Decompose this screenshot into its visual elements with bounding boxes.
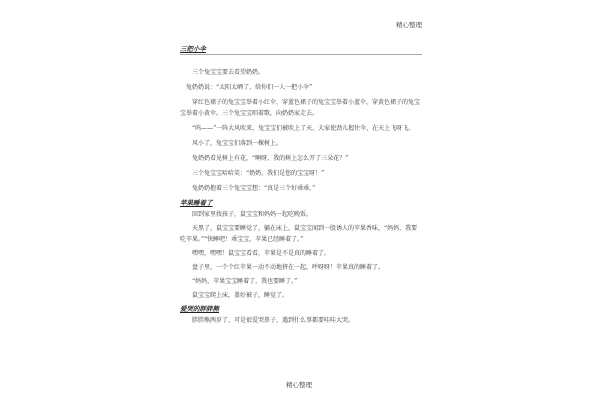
paragraph: “妈妈，苹果宝宝睡着了，我也要睡了。” xyxy=(192,278,298,285)
paragraph: 三个兔宝宝要去看望奶奶。 xyxy=(192,69,265,76)
paragraph: 兔奶奶抱着三个兔宝宝想：“真是三个好乖乖。” xyxy=(192,185,316,192)
paragraph: 风小了，兔宝宝们落到一棵树上。 xyxy=(192,140,283,147)
paragraph: 鼠宝宝爬上床，盖好被子，睡觉了。 xyxy=(192,292,289,299)
section-2 xyxy=(180,198,422,301)
paragraph: 天黑了，鼠宝宝要睡觉了，躺在床上，鼠宝宝闻到一股诱人的苹果香味，“妈妈，我要吃苹果。”“快睡吧！乖宝宝，苹果已经睡着了。” xyxy=(180,225,418,243)
section-title: 爱哭的胖胖熊 xyxy=(180,305,219,313)
paragraph: 盘子里，一个个红苹果一动不动地挤在一起，呼呀呀！苹果真的睡着了。 xyxy=(192,264,385,271)
paragraph: 三个兔宝宝哈哈笑：“奶奶，我们是您的宝宝呀！” xyxy=(192,170,325,177)
paragraph: 兔奶奶说：“太阳太晒了，给你们一人一把小伞” xyxy=(186,84,313,91)
document-body xyxy=(180,44,422,326)
section-3 xyxy=(180,304,422,326)
page-header: 精心整理 xyxy=(396,21,422,29)
paragraph: 回到家里找孩子，鼠宝宝和妈妈一起吃晚饭。 xyxy=(192,211,313,218)
page-footer: 精心整理 xyxy=(286,381,312,389)
title-divider xyxy=(180,54,422,55)
section-1 xyxy=(180,44,422,194)
paragraph: 嘿嘿，嘿嘿！鼠宝宝看看，苹果是不是真的睡着了。 xyxy=(192,250,331,257)
section-title: 三把小伞 xyxy=(180,45,206,53)
paragraph: “呜——”一阵大风吹来，兔宝宝们被吹上了天，大家使劲儿握住伞，在天上飞呀飞。 xyxy=(192,125,415,132)
paragraph: 胖胖熊两岁了，可是很爱哭鼻子，遇到什么事都要哇哇大哭。 xyxy=(192,317,355,324)
section-title: 苹果睡着了 xyxy=(180,199,213,207)
paragraph: 穿红色裙子的兔宝宝举着小红伞，穿蓝色裙子的兔宝宝举着小蓝伞，穿黄色裙子的兔宝宝举着小黄伞。三个兔宝宝唱着歌，向奶奶家走去。 xyxy=(180,99,421,117)
paragraph: 兔奶奶看见树上有花，“啊呀，我的树上怎么开了三朵花？” xyxy=(192,155,349,162)
